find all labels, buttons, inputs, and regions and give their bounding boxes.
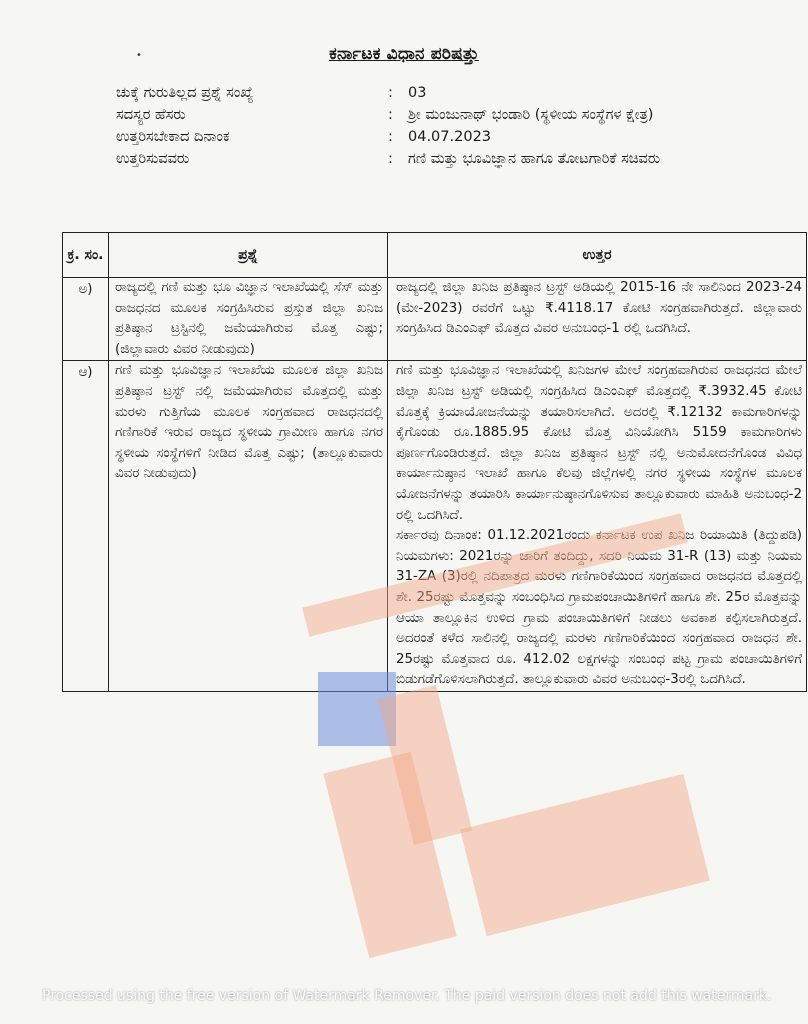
highlight-stamp bbox=[378, 685, 473, 845]
meta-row-member-name bbox=[116, 104, 806, 126]
question-answer-table bbox=[62, 232, 807, 692]
table-row bbox=[63, 278, 807, 361]
meta-colon: : bbox=[388, 85, 393, 101]
header-serial-number: ಕ್ರ. ಸಂ. bbox=[63, 233, 109, 278]
table-header-row bbox=[63, 233, 807, 278]
scan-mark: • bbox=[136, 50, 142, 61]
answer-paragraph: ಸರ್ಕಾರವು ದಿನಾಂಕ: 01.12.2021ರಂದು ಕರ್ನಾಟಕ ಉಪ ಖನಿಜ ರಿಯಾಯಿತಿ (ತಿದ್ದುಪಡಿ) ನಿಯಮಗಳು: 2021ರನ್ನು ಜಾರಿಗೆ ತಂದಿದ್ದು, ಸದರಿ ನಿಯಮ 31-R (13) ಮತ್ತು ನಿಯಮ 31-ZA (3)ರಲ್ಲಿ ನದಿಪಾತ್ರದ ಮರಳು ಗಣಿಗಾರಿಕೆಯಿಂದ ಸಂಗ್ರಹವಾದ ರಾಜಧನದ ಮೊತ್ತದಲ್ಲಿ ಶೇ. 25ರಷ್ಟು ಮೊತ್ತವನ್ನು ಸಂಬಂಧಿಸಿದ ಗ್ರಾಮಪಂಚಾಯಿತಿಗಳಿಗೆ ಹಾಗೂ ಶೇ. 25ರ ಮೊತ್ತವನ್ನು ಆಯಾ ತಾಲ್ಲೂಕಿನ ಉಳಿದ ಗ್ರಾಮ ಪಂಚಾಯಿತಿಗಳಿಗೆ ನೀಡಲು ಅವಕಾಶ ಕಲ್ಪಿಸಲಾಗಿರುತ್ತದೆ. ಅದರಂತೆ ಕಳೆದ ಸಾಲಿನಲ್ಲಿ ರಾಜ್ಯದಲ್ಲಿ ಮರಳು ಗಣಿಗಾರಿಕೆಯಿಂದ ಸಂಗ್ರಹವಾದ ರಾಜಧನ ಶೇ. 25ರಷ್ಟು ಮೊತ್ತವಾದ ರೂ. 412.02 ಲಕ್ಷಗಳನ್ನು ಸಂಬಂಧ ಪಟ್ಟ ಗ್ರಾಮ ಪಂಚಾಯಿತಿಗಳಿಗೆ ಬಿಡುಗಡೆಗೊಳಿಸಲಾಗಿರುತ್ತದೆ. ತಾಲ್ಲೂಕುವಾರು ವಿವರ ಅನುಬಂಧ-3ರಲ್ಲಿ ಒದಗಿಸಿದೆ. bbox=[396, 528, 802, 688]
highlight-stamp bbox=[323, 752, 456, 958]
meta-colon: : bbox=[388, 107, 393, 123]
row-serial-number: ಅ) bbox=[63, 278, 109, 361]
answer-paragraph: ಗಣಿ ಮತ್ತು ಭೂವಿಜ್ಞಾನ ಇಲಾಖೆಯಲ್ಲಿ ಖನಿಜಗಳ ಮೇಲೆ ಸಂಗ್ರಹವಾಗಿರುವ ರಾಜಧನದ ಮೇಲೆ ಜಿಲ್ಲಾ ಖನಿಜ ಟ್ರಸ್ಟ್ ಅಡಿಯಲ್ಲಿ ಸಂಗ್ರಹಿಸಿದ ಡಿಎಂಎಫ್ ಮೊತ್ತದಲ್ಲಿ ₹.3932.45 ಕೋಟಿ ಮೊತ್ತಕ್ಕೆ ಕ್ರಿಯಾಯೋಜನೆಯನ್ನು ತಯಾರಿಸಲಾಗಿದೆ. ಅದರಲ್ಲಿ ₹.12132 ಕಾಮಗಾರಿಗಳನ್ನು ಕೈಗೊಂಡು ರೂ.1885.95 ಕೋಟಿ ಮೊತ್ತ ವಿನಿಯೋಗಿಸಿ 5159 ಕಾಮಗಾರಿಗಳು ಪೂರ್ಣಗೊಂಡಿರುತ್ತದೆ. ಜಿಲ್ಲಾ ಖನಿಜ ಪ್ರತಿಷ್ಠಾನ ಟ್ರಸ್ಟ್ ನಲ್ಲಿ ಅನುಮೋದನೆಗೊಂಡ ವಿವಿಧ ಕಾರ್ಯಾನುಷ್ಠಾನ ಇಲಾಖೆ ಹಾಗೂ ಕೆಲವು ಜಿಲ್ಲೆಗಳಲ್ಲಿ ನಗರ ಸ್ಥಳೀಯ ಸಂಸ್ಥೆಗಳ ಮೂಲಕ ಯೋಜನೆಗಳನ್ನು ತಯಾರಿಸಿ ಕಾರ್ಯಾನುಷ್ಠಾನಗೊಳಿಸುವ ತಾಲ್ಲೂಕುವಾರು ಮಾಹಿತಿ ಅನುಬಂಧ-2 ರಲ್ಲಿ ಒದಗಿಸಿದೆ. bbox=[396, 363, 802, 523]
meta-value: 04.07.2023 bbox=[408, 129, 492, 145]
watermark-text: Processed using the free version of Watermark Remover. The paid version does not add this watermark. bbox=[42, 988, 772, 1004]
table-row bbox=[63, 361, 807, 692]
document-title: ಕರ್ನಾಟಕ ವಿಧಾನ ಪರಿಷತ್ತು bbox=[329, 44, 479, 64]
answer-paragraph: ರಾಜ್ಯದಲ್ಲಿ ಜಿಲ್ಲಾ ಖನಿಜ ಪ್ರತಿಷ್ಠಾನ ಟ್ರಸ್ಟ್ ಅಡಿಯಲ್ಲಿ 2015-16 ನೇ ಸಾಲಿನಿಂದ 2023-24 (ಮೇ-2023) ರವರೆಗೆ ಒಟ್ಟು ₹.4118.17 ಕೋಟಿ ಸಂಗ್ರಹವಾಗಿರುತ್ತದೆ. ಜಿಲ್ಲಾವಾರು ಸಂಗ್ರಹಿಸಿದ ಡಿಎಂಎಫ್ ಮೊತ್ತದ ವಿವರ ಅನುಬಂಧ-1 ರಲ್ಲಿ ಒದಗಿಸಿದೆ. bbox=[396, 280, 802, 337]
question-meta bbox=[116, 82, 806, 170]
meta-row-answered-by bbox=[116, 148, 806, 170]
row-answer bbox=[388, 278, 807, 361]
meta-colon: : bbox=[388, 129, 393, 145]
row-question: ಗಣಿ ಮತ್ತು ಭೂವಿಜ್ಞಾನ ಇಲಾಖೆಯ ಮೂಲಕ ಜಿಲ್ಲಾ ಖನಿಜ ಪ್ರತಿಷ್ಠಾನ ಟ್ರಸ್ಟ್ ನಲ್ಲಿ ಜಮೆಯಾಗಿರುವ ಮೊತ್ತದಲ್ಲಿ ಮತ್ತು ಮರಳು ಗುತ್ತಿಗೆಯ ಮೂಲಕ ಸಂಗ್ರಹವಾದ ರಾಜಧನದಲ್ಲಿ ಗಣಿಗಾರಿಕೆ ಇರುವ ರಾಜ್ಯದ ಸ್ಥಳೀಯ ಗ್ರಾಮೀಣ ಹಾಗೂ ನಗರ ಸ್ಥಳೀಯ ಸಂಸ್ಥೆಗಳಿಗೆ ನೀಡಿದ ಮೊತ್ತ ಎಷ್ಟು; (ತಾಲ್ಲೂಕುವಾರು ವಿವರ ನೀಡುವುದು) bbox=[109, 361, 388, 692]
meta-row-answer-date bbox=[116, 126, 806, 148]
meta-row-question-number bbox=[116, 82, 806, 104]
meta-label: ಸದಸ್ಯರ ಹೆಸರು bbox=[116, 107, 186, 123]
header-answer: ಉತ್ತರ bbox=[388, 233, 807, 278]
meta-label: ಉತ್ತರಿಸಬೇಕಾದ ದಿನಾಂಕ bbox=[116, 129, 230, 145]
header-question: ಪ್ರಶ್ನೆ bbox=[109, 233, 388, 278]
meta-label: ಉತ್ತರಿಸುವವರು bbox=[116, 151, 190, 167]
meta-colon: : bbox=[388, 151, 393, 167]
meta-value: ಶ್ರೀ ಮಂಜುನಾಥ್ ಭಂಡಾರಿ (ಸ್ಥಳೀಯ ಸಂಸ್ಥೆಗಳ ಕ್ಷೇತ್ರ) bbox=[408, 107, 654, 123]
meta-value: 03 bbox=[408, 85, 427, 101]
row-answer bbox=[388, 361, 807, 692]
meta-value: ಗಣಿ ಮತ್ತು ಭೂವಿಜ್ಞಾನ ಹಾಗೂ ತೋಟಗಾರಿಕೆ ಸಚಿವರು bbox=[408, 151, 661, 167]
row-question: ರಾಜ್ಯದಲ್ಲಿ ಗಣಿ ಮತ್ತು ಭೂ ವಿಜ್ಞಾನ ಇಲಾಖೆಯಲ್ಲಿ ಸೆಸ್ ಮತ್ತು ರಾಜಧನದ ಮೂಲಕ ಸಂಗ್ರಹಿಸಿರುವ ಪ್ರಸ್ತುತ ಜಿಲ್ಲಾ ಖನಿಜ ಪ್ರತಿಷ್ಠಾನ ಟ್ರಸ್ಟಿನಲ್ಲಿ ಜಮೆಯಾಗಿರುವ ಮೊತ್ತ ಎಷ್ಟು; (ಜಿಲ್ಲಾವಾರು ವಿವರ ನೀಡುವುದು) bbox=[109, 278, 388, 361]
highlight-stamp bbox=[460, 774, 710, 936]
row-serial-number: ಆ) bbox=[63, 361, 109, 692]
meta-label: ಚುಕ್ಕೆ ಗುರುತಿಲ್ಲದ ಪ್ರಶ್ನೆ ಸಂಖ್ಯೆ bbox=[116, 85, 254, 101]
